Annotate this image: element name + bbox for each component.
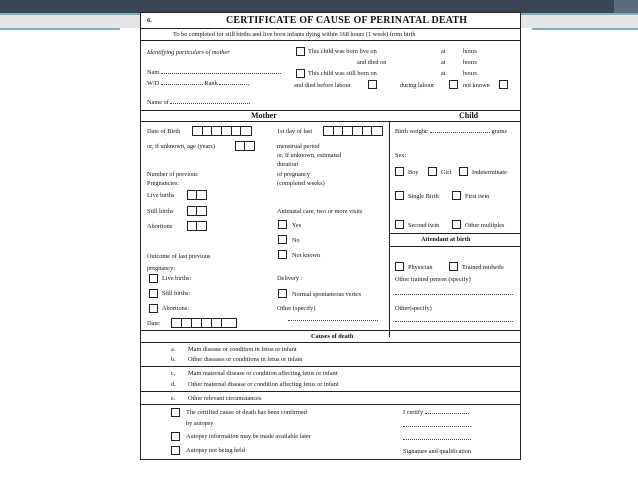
identifying-label: Identifying particulars of mother: [147, 49, 230, 56]
live-births-field[interactable]: [187, 190, 207, 200]
form-title: CERTIFICATE OF CAUSE OF PERINATAL DEATH: [226, 15, 468, 26]
autopsy-not-checkbox[interactable]: [171, 446, 180, 455]
delivery-other-label: Other (specify): [277, 305, 316, 312]
mother-dob-field[interactable]: [192, 126, 252, 136]
cause-b-label: b.: [171, 356, 176, 363]
birth-weight-field[interactable]: Birth weight: grams: [395, 128, 507, 135]
second-twin-checkbox[interactable]: [395, 220, 404, 229]
cause-d-field[interactable]: Other maternal disease or condition affecting fetus or infant: [188, 381, 339, 388]
last-period-field[interactable]: [323, 126, 383, 136]
single-birth-checkbox[interactable]: [395, 191, 404, 200]
confirmed-autopsy-checkbox[interactable]: [171, 408, 180, 417]
outcome-abort-checkbox[interactable]: [149, 304, 158, 313]
sex-indeterminate-label: Indeterminate: [472, 169, 507, 176]
and-died-on-label: and died on: [357, 59, 387, 66]
normal-spont-checkbox[interactable]: [278, 289, 287, 298]
physician-checkbox[interactable]: [395, 262, 404, 271]
physician-label: Physician: [408, 264, 433, 271]
slide-left-accent: [0, 28, 120, 30]
other-multiples-label: Other multiples: [465, 222, 505, 229]
other-trained-field[interactable]: [395, 290, 513, 297]
during-labour-checkbox[interactable]: [449, 80, 458, 89]
at-label-3: at: [441, 70, 446, 77]
other-multiples-checkbox[interactable]: [452, 220, 461, 229]
antenatal-no-label: No: [292, 237, 300, 244]
cause-a-label: a.: [171, 346, 176, 353]
cause-e-label: e.: [171, 395, 176, 402]
sex-indeterminate-checkbox[interactable]: [459, 167, 468, 176]
cause-c-label: c.: [171, 370, 176, 377]
outcome-last-label: Outcome of last previous: [147, 253, 211, 260]
cause-a-field[interactable]: Main disease or condition in fetus or infant: [188, 346, 297, 353]
died-before-labour-label: and died before labour: [294, 82, 351, 89]
menstrual-period-label: menstrual period: [277, 143, 320, 150]
still-births-field[interactable]: [187, 206, 207, 216]
delivery-other-field[interactable]: [288, 316, 378, 323]
autopsy-info-label: Autopsy information may be made available later: [186, 433, 311, 440]
age-label: or, if unknown, age (years): [147, 143, 215, 150]
child-heading: Child: [459, 111, 479, 120]
not-known-checkbox[interactable]: [499, 80, 508, 89]
date-label: Date:: [147, 320, 161, 327]
at-label-1: at: [441, 48, 446, 55]
sex-boy-checkbox[interactable]: [395, 167, 404, 176]
born-live-checkbox[interactable]: [296, 47, 305, 56]
sex-boy-label: Boy: [408, 169, 419, 176]
i-certify-field[interactable]: I certify: [403, 409, 469, 416]
attendant-heading: Attendant at birth: [421, 236, 471, 243]
hours-label-3: hours: [463, 70, 477, 77]
outcome-date-field[interactable]: [171, 318, 237, 328]
pregnancies-label: Pregnancies:: [147, 180, 180, 187]
delivery-label: Delivery :: [277, 275, 303, 282]
outcome-still-label: Still births:: [162, 290, 191, 297]
mother-age-field[interactable]: [235, 141, 255, 151]
perinatal-death-certificate: [140, 12, 521, 460]
outcome-live-label: Live births:: [162, 275, 192, 282]
hours-label-2: hours: [463, 59, 477, 66]
pregnancy-label: pregnancy:: [147, 265, 175, 272]
confirmed-label: The certified cause of death has been confirmed: [186, 409, 307, 416]
signature-label: Signature and qualification: [403, 448, 472, 455]
number-previous-label: Number of previous: [147, 171, 198, 178]
form-subtitle: To be completed for still births and live born infants dying within 168 hours (1 week) from birth: [173, 31, 416, 38]
mother-heading: Mother: [251, 111, 277, 120]
second-twin-label: Second twin: [408, 222, 440, 229]
abortions-label: Abortions: [147, 223, 173, 230]
live-births-label: Live births: [147, 192, 175, 199]
attendant-other-field[interactable]: [395, 317, 513, 324]
outcome-live-checkbox[interactable]: [149, 274, 158, 283]
certify-line-2[interactable]: [403, 435, 471, 442]
date-of-birth-label: Date of Birth: [147, 128, 181, 135]
other-trained-label: Other trained person (specify): [395, 276, 471, 283]
single-birth-label: Single Birth: [408, 193, 439, 200]
antenatal-yes-checkbox[interactable]: [278, 220, 287, 229]
completed-weeks-label: (completed weeks): [277, 180, 325, 187]
outcome-abort-label: Abortions:: [162, 305, 189, 312]
still-births-label: Still births: [147, 208, 174, 215]
at-label-2: at: [441, 59, 446, 66]
slide-right-accent: [532, 28, 638, 30]
antenatal-label: Antenatal care, two or more visits: [277, 208, 363, 215]
antenatal-no-checkbox[interactable]: [278, 235, 287, 244]
hours-label-1: hours: [463, 48, 477, 55]
autopsy-not-label: Autopsy not being held: [186, 447, 245, 454]
still-born-checkbox[interactable]: [296, 69, 305, 78]
trained-midwife-checkbox[interactable]: [449, 262, 458, 271]
cause-b-field[interactable]: Other diseases or conditions in fetus or infant: [188, 356, 303, 363]
cause-d-label: d.: [171, 381, 176, 388]
outcome-still-checkbox[interactable]: [149, 289, 158, 298]
still-born-label: This child was still born on: [308, 70, 377, 77]
by-autopsy-label: by autopsy: [186, 420, 214, 427]
antenatal-not-known-label: Not known: [292, 252, 321, 259]
born-live-label: This child was born live on: [308, 48, 377, 55]
slide-corner-block: [614, 0, 638, 13]
form-number: 6.: [147, 17, 152, 24]
cause-c-field[interactable]: Main maternal disease or condition affecting fetus or infant: [188, 370, 338, 377]
causes-heading: Causes of death: [311, 333, 354, 340]
abortions-field[interactable]: [187, 221, 207, 231]
first-twin-checkbox[interactable]: [452, 191, 461, 200]
duration-label: duration: [277, 161, 298, 168]
sex-girl-checkbox[interactable]: [428, 167, 437, 176]
died-before-labour-checkbox[interactable]: [368, 80, 377, 89]
first-twin-label: First twin: [465, 193, 490, 200]
nam-field[interactable]: Nam: [147, 69, 281, 76]
of-pregnancy-label: of pregnancy: [277, 171, 311, 178]
if-unknown-estimated-label: or, if unknown, estimated: [277, 152, 342, 159]
not-known-label: not known: [463, 82, 490, 89]
sex-label: Sex:: [395, 152, 407, 159]
antenatal-yes-label: Yes: [292, 222, 302, 229]
autopsy-info-checkbox[interactable]: [171, 432, 180, 441]
wd-rank-field[interactable]: W/D Rank: [147, 80, 249, 87]
trained-midwife-label: Trained midwife: [462, 264, 504, 271]
first-day-last-label: 1st day of last: [277, 128, 313, 135]
certify-line-1[interactable]: [403, 422, 471, 429]
antenatal-not-known-checkbox[interactable]: [278, 250, 287, 259]
name-of-field[interactable]: Name of: [147, 99, 250, 106]
sex-girl-label: Girl: [441, 169, 452, 176]
normal-spont-label: Normal spontaneous vertex: [292, 291, 362, 298]
attendant-other-label: Other(specify): [395, 305, 432, 312]
cause-e-field[interactable]: Other relevant circumstances: [188, 395, 262, 402]
during-labour-label: during labour: [400, 82, 435, 89]
